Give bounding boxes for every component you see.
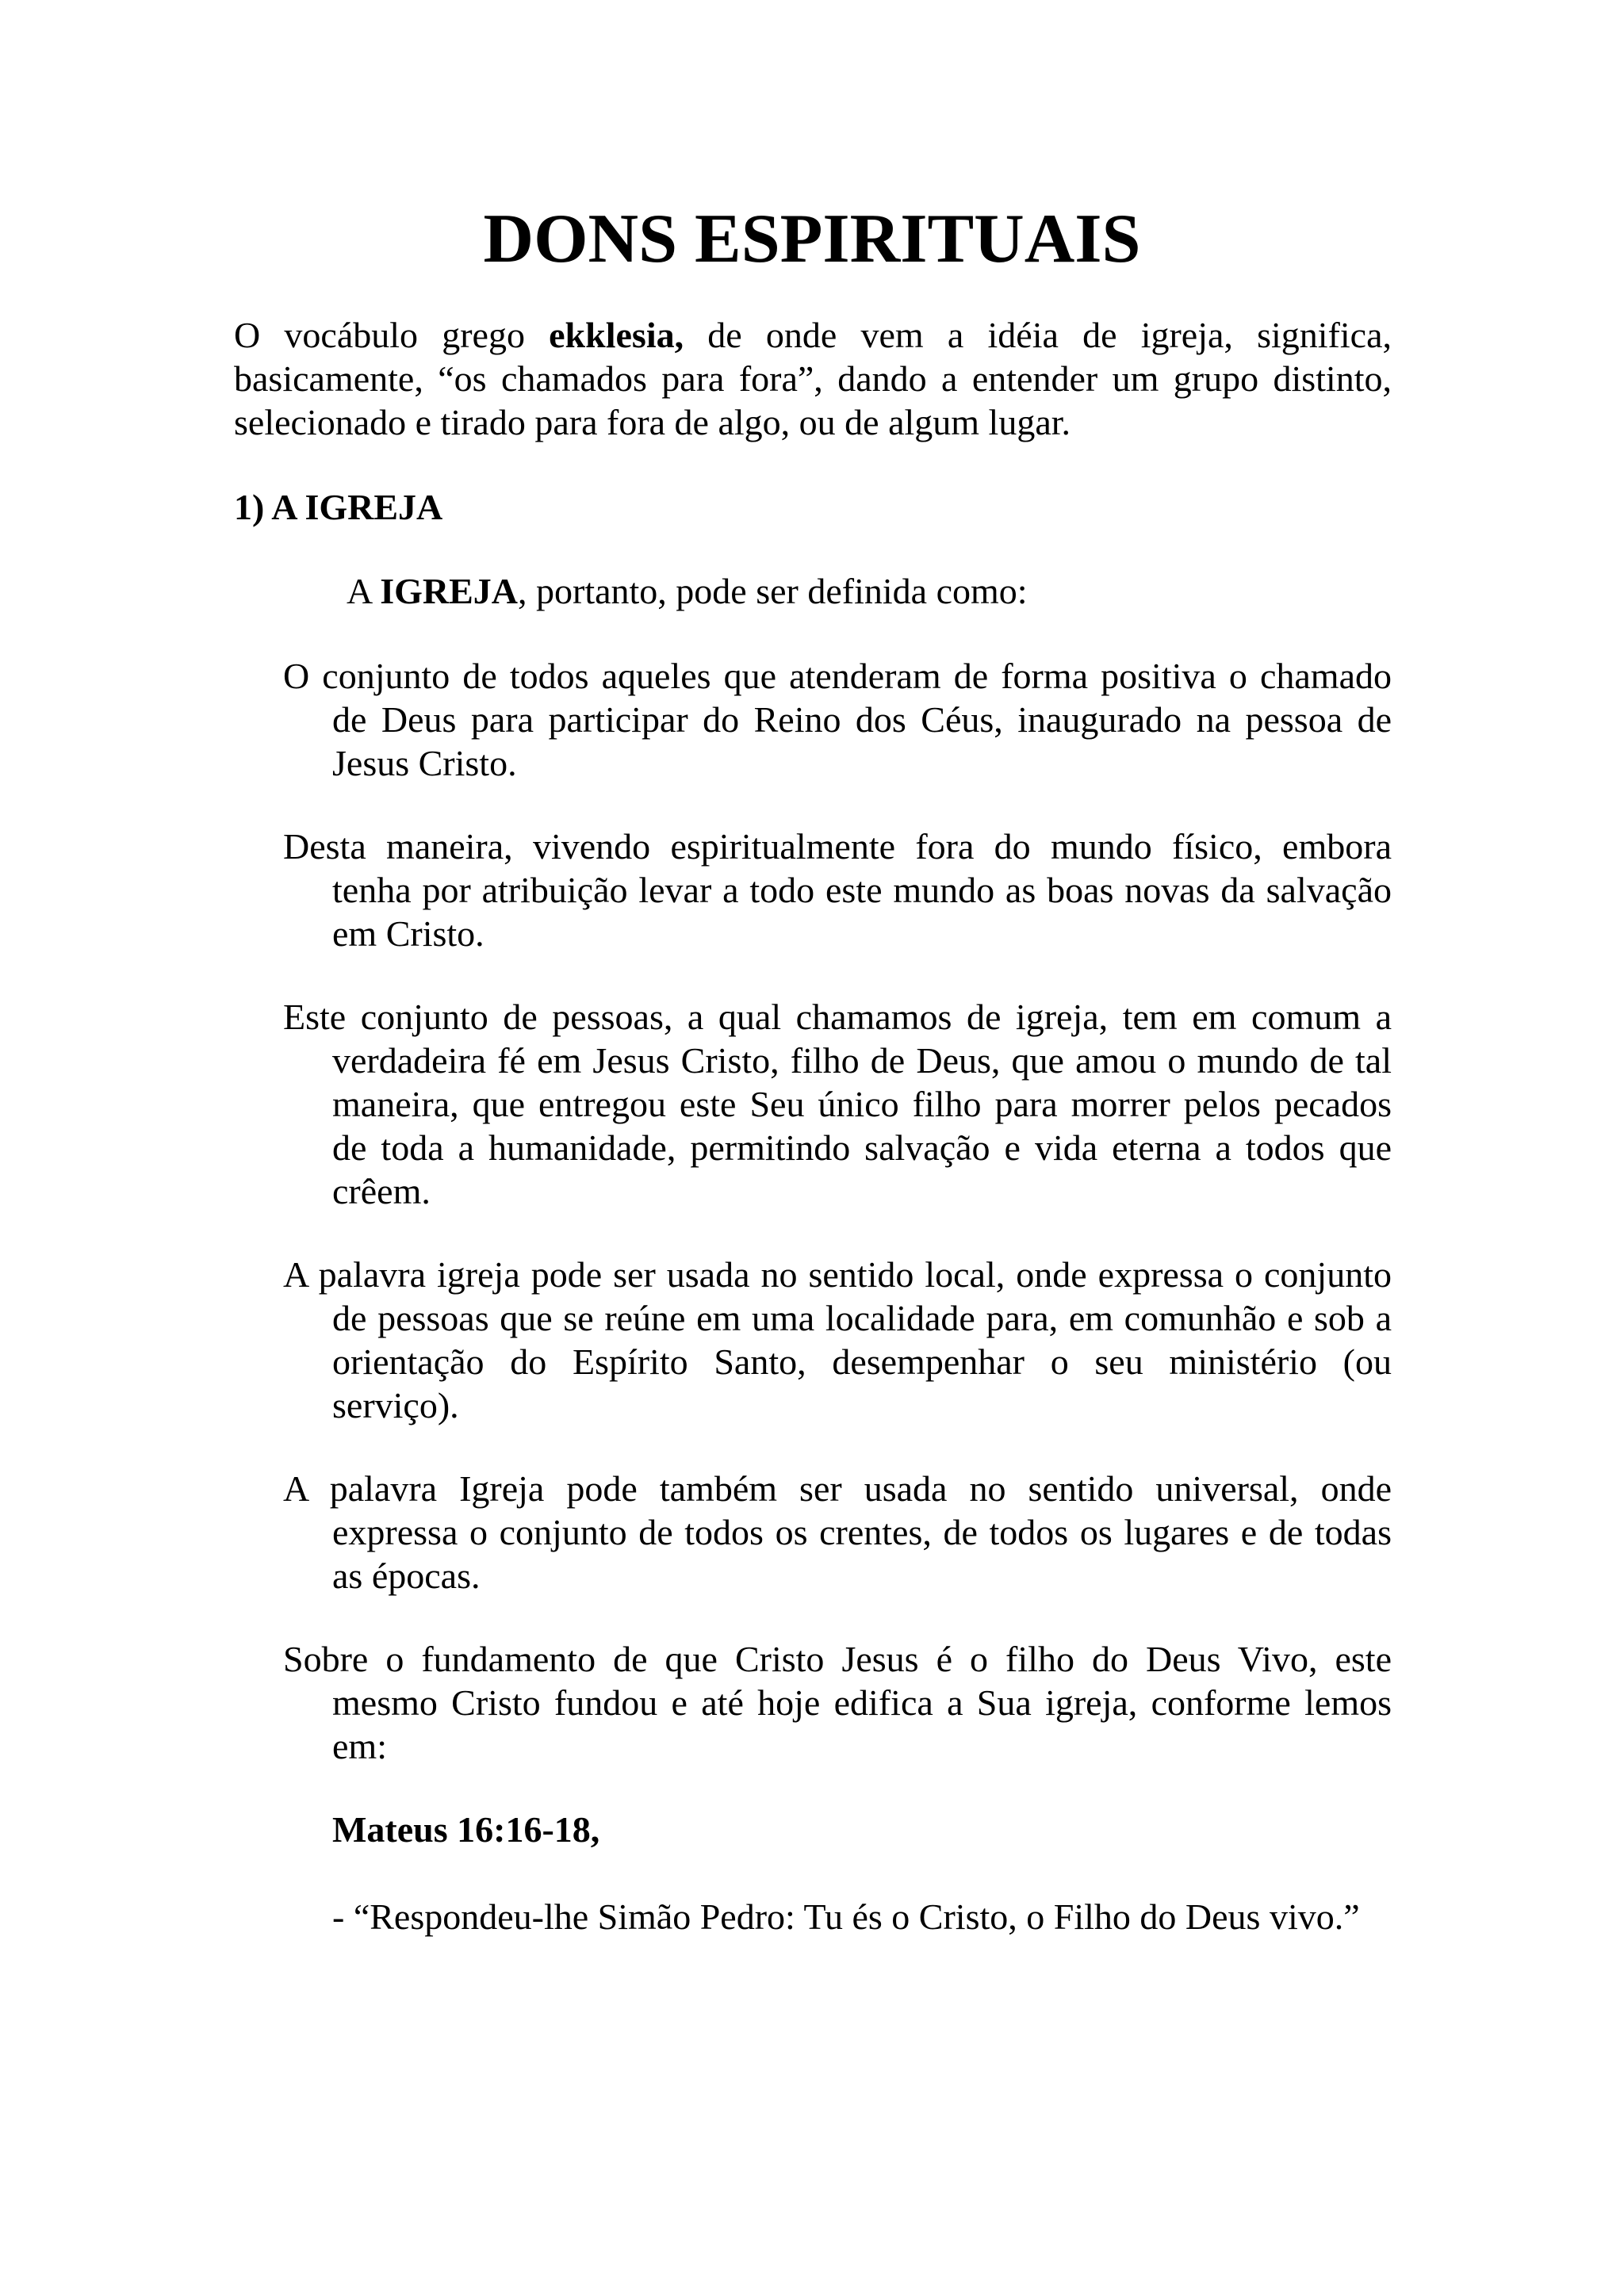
definition-paragraph: O conjunto de todos aqueles que atenderam de forma positiva o chamado de Deus para participar do Reino dos Céus, inaugurado na pessoa de Jesus Cristo.: [283, 656, 1392, 783]
section-heading: 1) A IGREJA: [234, 487, 443, 527]
intro-term: ekklesia,: [549, 315, 684, 355]
scripture-quote: - “Respondeu-lhe Simão Pedro: Tu és o Cristo, o Filho do Deus vivo.”: [332, 1896, 1360, 1937]
definition-lead: [347, 569, 1028, 613]
lead-text-before: A: [347, 571, 381, 611]
local-church-paragraph: A palavra igreja pode ser usada no sentido local, onde expressa o conjunto de pessoas que se reúne em uma localidade para, em comunhão e sob a orientação do Espírito Santo, desempenhar o seu ministério (ou serviço).: [283, 1254, 1392, 1425]
lead-text-after: , portanto, pode ser definida como:: [518, 571, 1028, 611]
mission-paragraph: Desta maneira, vivendo espiritualmente fora do mundo físico, embora tenha por atribuição levar a todo este mundo as boas novas da salvação em Cristo.: [283, 826, 1392, 954]
scripture-reference: Mateus 16:16-18,: [332, 1809, 600, 1850]
intro-text-after: de onde vem a idéia de igreja, significa, basicamente, “os chamados para fora”, dando a entender um grupo distinto, selecionado e tirado para fora de algo, ou de algum lugar.: [234, 315, 1392, 442]
foundation-paragraph: Sobre o fundamento de que Cristo Jesus é o filho do Deus Vivo, este mesmo Cristo fundou e até hoje edifica a Sua igreja, conforme lemos em:: [283, 1639, 1392, 1766]
faith-paragraph: Este conjunto de pessoas, a qual chamamos de igreja, tem em comum a verdadeira fé em Jesus Cristo, filho de Deus, que amou o mundo de tal maneira, que entregou este Seu único filho para morrer pelos pecados de toda a humanidade, permitindo salvação e vida eterna a todos que crêem.: [283, 997, 1392, 1211]
universal-church-paragraph: A palavra Igreja pode também ser usada no sentido universal, onde expressa o conjunto de todos os crentes, de todos os lugares e de todas as épocas.: [283, 1468, 1392, 1596]
lead-term: IGREJA: [380, 571, 518, 611]
intro-text-before: O vocábulo grego: [234, 315, 550, 355]
document-title: DONS ESPIRITUAIS: [483, 201, 1141, 277]
intro-paragraph: [234, 313, 1392, 444]
